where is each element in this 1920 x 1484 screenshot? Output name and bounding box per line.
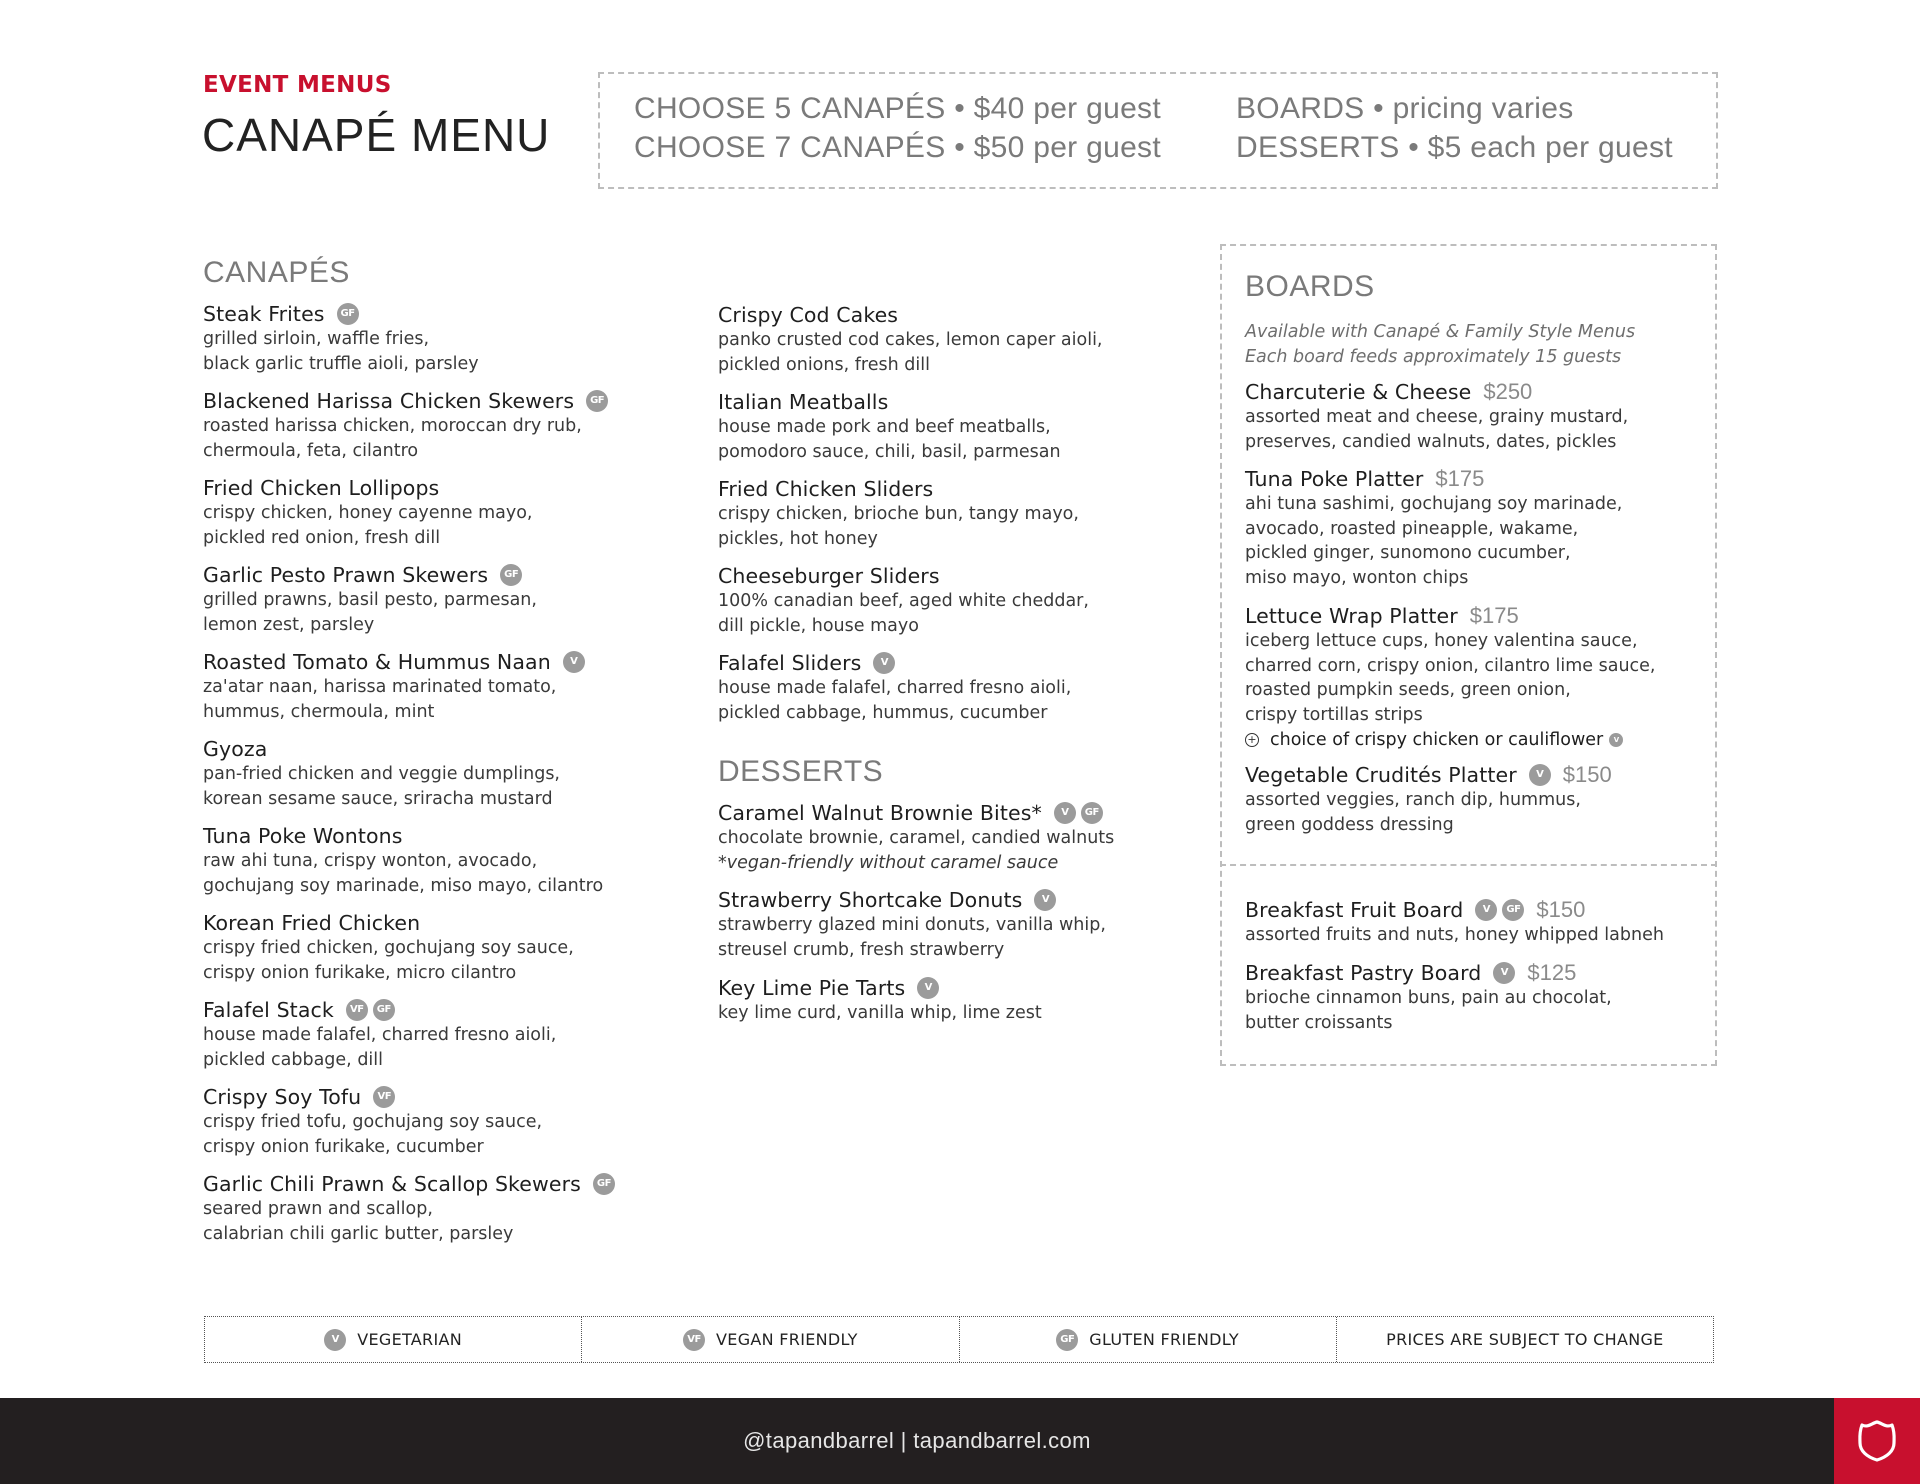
boards-heading: BOARDS	[1245, 270, 1375, 303]
boards-note-line: Each board feeds approximately 15 guests	[1245, 346, 1622, 367]
item-name-row	[203, 735, 560, 762]
gluten-friendly-badge-icon: GF	[373, 999, 395, 1021]
item-addon	[1245, 727, 1656, 752]
item-name-row	[203, 387, 608, 414]
item-description: pan-fried chicken and veggie dumplings,	[203, 764, 560, 784]
item-description: crispy fried chicken, gochujang soy sauce,	[203, 938, 574, 958]
item-description: chocolate brownie, caramel, candied walnuts	[718, 828, 1115, 848]
legend-vegan	[582, 1317, 959, 1362]
item-name: Strawberry Shortcake Donuts	[718, 887, 1023, 912]
menu-item-falafel-stack	[203, 996, 556, 1072]
item-name: Steak Frites	[203, 301, 325, 326]
canapes-heading: CANAPÉS	[203, 256, 350, 289]
legend-label: GLUTEN FRIENDLY	[1089, 1330, 1239, 1349]
boards-note-line: Available with Canapé & Family Style Menus	[1245, 322, 1636, 342]
vegan-friendly-badge-icon: VF	[346, 999, 368, 1021]
item-description: green goddess dressing	[1245, 814, 1454, 835]
item-description: pickled red onion, fresh dill	[203, 527, 441, 548]
menu-item-italian-meatballs	[718, 388, 1061, 464]
item-name: Crispy Soy Tofu	[203, 1084, 362, 1109]
item-price: $175	[1435, 465, 1485, 491]
item-name-row	[718, 886, 1106, 913]
gluten-friendly-badge-icon: GF	[1502, 899, 1524, 921]
footer	[0, 1398, 1920, 1484]
menu-item-vegetable-crudit-s-platter	[1245, 761, 1612, 837]
item-description: butter croissants	[1245, 1012, 1393, 1033]
item-description: seared prawn and scallop,	[203, 1199, 433, 1219]
item-description: pickled cabbage, hummus, cucumber	[718, 702, 1048, 723]
item-description: panko crusted cod cakes, lemon caper aioli,	[718, 330, 1103, 350]
item-name: Tuna Poke Platter	[1245, 466, 1424, 491]
item-description: pickled ginger, sunomono cucumber,	[1245, 543, 1571, 563]
item-name-row	[203, 1083, 542, 1110]
gluten-friendly-badge-icon: GF	[1056, 1329, 1078, 1351]
item-name: Blackened Harissa Chicken Skewers	[203, 388, 575, 413]
item-name: Garlic Pesto Prawn Skewers	[203, 562, 489, 587]
menu-item-roasted-tomato-hummus-naan	[203, 648, 585, 724]
item-name-row	[203, 474, 532, 501]
menu-item-falafel-sliders	[718, 649, 1071, 725]
menu-item-breakfast-fruit-board	[1245, 896, 1664, 948]
menu-item-key-lime-pie-tarts	[718, 974, 1042, 1026]
menu-item-garlic-chili-prawn-scallop-skewers	[203, 1170, 615, 1246]
item-description: roasted pumpkin seeds, green onion,	[1245, 680, 1571, 700]
menu-item-crispy-cod-cakes	[718, 301, 1103, 377]
item-description: strawberry glazed mini donuts, vanilla whip,	[718, 915, 1106, 935]
item-description: za'atar naan, harissa marinated tomato,	[203, 677, 557, 697]
boards-note	[1245, 320, 1635, 369]
vegetarian-badge-icon: V	[1034, 889, 1056, 911]
item-name-row	[718, 799, 1114, 826]
plus-circle-icon: +	[1245, 733, 1259, 747]
item-description: crispy tortillas strips	[1245, 704, 1423, 725]
item-name: Caramel Walnut Brownie Bites*	[718, 800, 1042, 825]
item-description: avocado, roasted pineapple, wakame,	[1245, 518, 1579, 539]
pricing-line: CHOOSE 5 CANAPÉS • $40 per guest	[634, 92, 1161, 125]
menu-item-fried-chicken-sliders	[718, 475, 1079, 551]
item-name: Garlic Chili Prawn & Scallop Skewers	[203, 1171, 581, 1196]
item-description: dill pickle, house mayo	[718, 615, 919, 636]
legend-label: VEGAN FRIENDLY	[716, 1330, 858, 1349]
item-description: crispy chicken, brioche bun, tangy mayo,	[718, 504, 1079, 524]
item-description: grilled prawns, basil pesto, parmesan,	[203, 590, 537, 610]
item-name-row	[718, 388, 1061, 415]
item-name: Roasted Tomato & Hummus Naan	[203, 649, 551, 674]
menu-item-caramel-walnut-brownie-bites	[718, 799, 1114, 875]
vegetarian-badge-icon: V	[1529, 764, 1551, 786]
menu-item-breakfast-pastry-board	[1245, 959, 1612, 1035]
item-description: lemon zest, parsley	[203, 614, 375, 635]
gluten-friendly-badge-icon: GF	[593, 1173, 615, 1195]
item-description: gochujang soy marinade, miso mayo, cilantro	[203, 875, 604, 896]
item-name: Korean Fried Chicken	[203, 910, 421, 935]
menu-item-steak-frites	[203, 300, 479, 376]
gluten-friendly-badge-icon: GF	[337, 303, 359, 325]
item-description: assorted meat and cheese, grainy mustard,	[1245, 407, 1629, 427]
vegetarian-badge-icon: V	[873, 652, 895, 674]
item-name: Breakfast Pastry Board	[1245, 960, 1482, 985]
item-name: Breakfast Fruit Board	[1245, 897, 1464, 922]
pricing-line: BOARDS • pricing varies	[1236, 92, 1574, 125]
item-description: crispy chicken, honey cayenne mayo,	[203, 503, 533, 523]
item-name: Falafel Stack	[203, 997, 334, 1022]
item-name-row	[203, 300, 479, 327]
item-description: ahi tuna sashimi, gochujang soy marinade,	[1245, 494, 1623, 514]
item-name: Charcuterie & Cheese	[1245, 379, 1472, 404]
item-description: korean sesame sauce, sriracha mustard	[203, 788, 553, 809]
item-name-row	[1245, 378, 1628, 405]
item-name: Fried Chicken Sliders	[718, 476, 934, 501]
menu-item-blackened-harissa-chicken-skewers	[203, 387, 608, 463]
item-description: brioche cinnamon buns, pain au chocolat,	[1245, 988, 1612, 1008]
vegan-friendly-badge-icon: VF	[683, 1329, 705, 1351]
item-name-row	[1245, 465, 1622, 492]
item-name: Falafel Sliders	[718, 650, 862, 675]
item-name-row	[718, 562, 1089, 589]
vegetarian-badge-icon: V	[917, 977, 939, 999]
item-description: miso mayo, wonton chips	[1245, 567, 1469, 588]
item-description: roasted harissa chicken, moroccan dry rub,	[203, 416, 582, 436]
item-name-row	[1245, 896, 1664, 923]
item-description: hummus, chermoula, mint	[203, 701, 435, 722]
item-description: preserves, candied walnuts, dates, pickles	[1245, 431, 1617, 452]
item-name: Gyoza	[203, 736, 268, 761]
item-name: Key Lime Pie Tarts	[718, 975, 906, 1000]
item-description: black garlic truffle aioli, parsley	[203, 353, 479, 374]
item-name-row	[203, 909, 574, 936]
legend-label: PRICES ARE SUBJECT TO CHANGE	[1386, 1330, 1664, 1349]
item-name-row	[203, 822, 603, 849]
item-description: key lime curd, vanilla whip, lime zest	[718, 1003, 1042, 1023]
menu-item-garlic-pesto-prawn-skewers	[203, 561, 537, 637]
legend-label: VEGETARIAN	[357, 1330, 463, 1349]
item-description: assorted fruits and nuts, honey whipped labneh	[1245, 925, 1664, 945]
shield-logo-svg	[1854, 1419, 1900, 1463]
gluten-friendly-badge-icon: GF	[1081, 802, 1103, 824]
shield-icon[interactable]	[1834, 1398, 1920, 1484]
item-description: pickles, hot honey	[718, 528, 878, 549]
vegan-friendly-badge-icon: VF	[373, 1086, 395, 1108]
item-name-row	[718, 475, 1079, 502]
item-price: $175	[1469, 602, 1519, 628]
menu-item-crispy-soy-tofu	[203, 1083, 542, 1159]
vegetarian-badge-icon: V	[1054, 802, 1076, 824]
item-price: $150	[1562, 761, 1612, 787]
item-name-row	[203, 648, 585, 675]
item-description: pickled cabbage, dill	[203, 1049, 384, 1070]
item-description: raw ahi tuna, crispy wonton, avocado,	[203, 851, 538, 871]
menu-item-tuna-poke-wontons	[203, 822, 603, 898]
item-name-row	[1245, 602, 1656, 629]
item-description: iceberg lettuce cups, honey valentina sauce,	[1245, 631, 1638, 651]
menu-item-korean-fried-chicken	[203, 909, 574, 985]
menu-item-tuna-poke-platter	[1245, 465, 1622, 590]
item-name-row	[203, 1170, 615, 1197]
dietary-legend	[204, 1316, 1714, 1363]
eyebrow-label: EVENT MENUS	[203, 72, 392, 98]
item-name: Lettuce Wrap Platter	[1245, 603, 1458, 628]
item-description: 100% canadian beef, aged white cheddar,	[718, 591, 1089, 611]
item-description: chermoula, feta, cilantro	[203, 440, 419, 461]
item-description: crispy fried tofu, gochujang soy sauce,	[203, 1112, 543, 1132]
item-name: Vegetable Crudités Platter	[1245, 762, 1517, 787]
item-description: grilled sirloin, waffle fries,	[203, 329, 430, 349]
item-name-row	[203, 561, 537, 588]
vegetarian-badge-icon: V	[1493, 962, 1515, 984]
item-name-row	[203, 996, 556, 1023]
menu-item-gyoza	[203, 735, 560, 811]
menu-item-cheeseburger-sliders	[718, 562, 1089, 638]
vegetarian-badge-icon: V	[324, 1329, 346, 1351]
addon-text: choice of crispy chicken or cauliflower	[1270, 729, 1604, 750]
item-price: $250	[1483, 378, 1533, 404]
boards-divider	[1220, 864, 1717, 866]
item-description: pickled onions, fresh dill	[718, 354, 930, 375]
item-description: house made falafel, charred fresno aioli,	[203, 1025, 557, 1045]
item-description: charred corn, crispy onion, cilantro lime sauce,	[1245, 655, 1656, 676]
legend-vegetarian	[205, 1317, 582, 1362]
item-description: house made pork and beef meatballs,	[718, 417, 1051, 437]
item-note: *vegan-friendly without caramel sauce	[718, 852, 1059, 873]
item-description: streusel crumb, fresh strawberry	[718, 939, 1005, 960]
item-name: Cheeseburger Sliders	[718, 563, 940, 588]
gluten-friendly-badge-icon: GF	[500, 564, 522, 586]
item-name-row	[1245, 761, 1612, 788]
page-title: CANAPÉ MENU	[202, 109, 551, 161]
item-name: Italian Meatballs	[718, 389, 889, 414]
pricing-line: CHOOSE 7 CANAPÉS • $50 per guest	[634, 131, 1161, 164]
item-description: crispy onion furikake, micro cilantro	[203, 962, 517, 983]
item-price: $125	[1527, 959, 1577, 985]
item-description: pomodoro sauce, chili, basil, parmesan	[718, 441, 1061, 462]
item-name: Crispy Cod Cakes	[718, 302, 899, 327]
item-price: $150	[1536, 896, 1586, 922]
item-name-row	[1245, 959, 1612, 986]
item-name: Fried Chicken Lollipops	[203, 475, 440, 500]
menu-item-fried-chicken-lollipops	[203, 474, 532, 550]
menu-item-charcuterie-cheese	[1245, 378, 1628, 454]
item-description: crispy onion furikake, cucumber	[203, 1136, 484, 1157]
menu-item-lettuce-wrap-platter	[1245, 602, 1656, 752]
item-name-row	[718, 649, 1071, 676]
footer-links[interactable]: @tapandbarrel | tapandbarrel.com	[743, 1428, 1091, 1453]
vegetarian-badge-icon: V	[1609, 733, 1623, 747]
vegetarian-badge-icon: V	[563, 651, 585, 673]
item-name-row	[718, 301, 1103, 328]
legend-prices-note	[1337, 1317, 1713, 1362]
gluten-friendly-badge-icon: GF	[586, 390, 608, 412]
item-description: calabrian chili garlic butter, parsley	[203, 1223, 514, 1244]
legend-gluten	[960, 1317, 1337, 1362]
item-name-row	[718, 974, 1042, 1001]
item-name: Tuna Poke Wontons	[203, 823, 403, 848]
vegetarian-badge-icon: V	[1475, 899, 1497, 921]
item-description: house made falafel, charred fresno aioli,	[718, 678, 1072, 698]
desserts-heading: DESSERTS	[718, 755, 884, 788]
item-description: assorted veggies, ranch dip, hummus,	[1245, 790, 1581, 810]
menu-item-strawberry-shortcake-donuts	[718, 886, 1106, 962]
pricing-line: DESSERTS • $5 each per guest	[1236, 131, 1673, 164]
